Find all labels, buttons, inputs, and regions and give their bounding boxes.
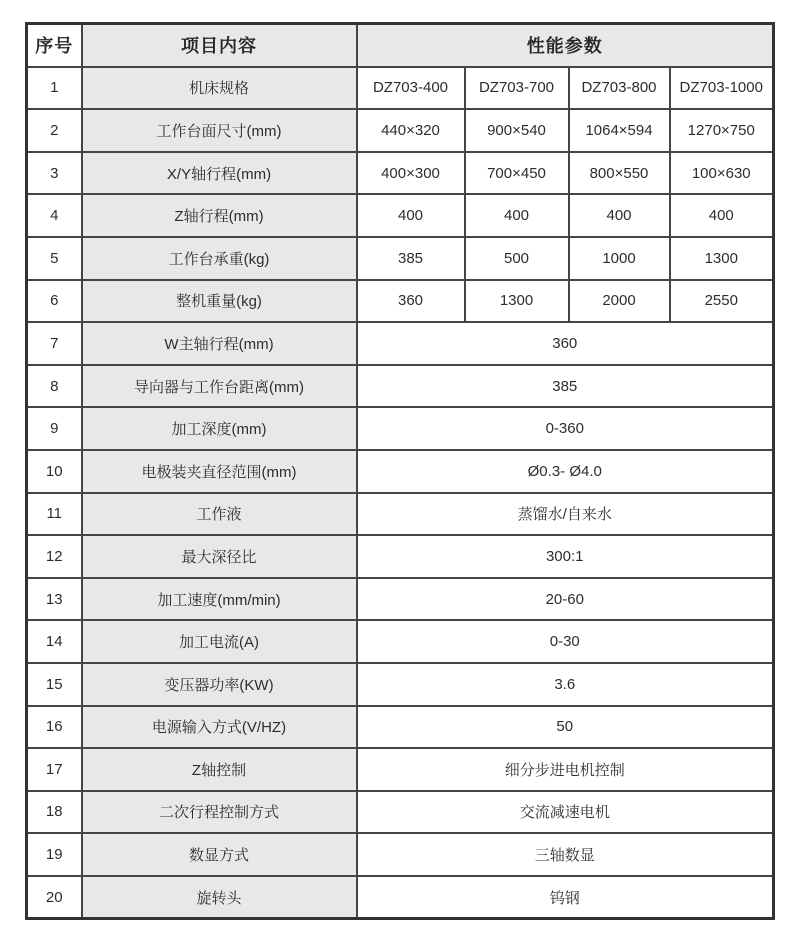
row-value-span: 交流减速电机 <box>357 791 774 834</box>
row-value-span: 3.6 <box>357 663 774 706</box>
row-no: 17 <box>27 748 82 791</box>
table-row <box>27 663 774 706</box>
row-item: Z轴控制 <box>82 748 357 791</box>
row-value: 440×320 <box>357 109 465 152</box>
row-no: 7 <box>27 322 82 365</box>
row-value: 1000 <box>569 237 670 280</box>
table-row <box>27 578 774 621</box>
row-value-span: 0-360 <box>357 407 774 450</box>
row-item: 工作台承重(kg) <box>82 237 357 280</box>
row-value: 385 <box>357 237 465 280</box>
row-item: 加工深度(mm) <box>82 407 357 450</box>
row-no: 4 <box>27 194 82 237</box>
row-value: 400×300 <box>357 152 465 195</box>
header-cell-no: 序号 <box>27 24 82 67</box>
table-row <box>27 280 774 323</box>
table-row <box>27 237 774 280</box>
row-item: X/Y轴行程(mm) <box>82 152 357 195</box>
row-value: 400 <box>357 194 465 237</box>
table-row <box>27 620 774 663</box>
row-value: 2550 <box>670 280 774 323</box>
table-row <box>27 194 774 237</box>
row-value-span: 蒸馏水/自来水 <box>357 493 774 536</box>
row-no: 19 <box>27 833 82 876</box>
row-no: 15 <box>27 663 82 706</box>
row-value: 1300 <box>465 280 569 323</box>
row-item: 最大深径比 <box>82 535 357 578</box>
row-value: 100×630 <box>670 152 774 195</box>
row-no: 20 <box>27 876 82 919</box>
row-no: 3 <box>27 152 82 195</box>
row-no: 9 <box>27 407 82 450</box>
row-item: 电极装夹直径范围(mm) <box>82 450 357 493</box>
row-no: 5 <box>27 237 82 280</box>
row-no: 6 <box>27 280 82 323</box>
row-item: 二次行程控制方式 <box>82 791 357 834</box>
row-value: 1270×750 <box>670 109 774 152</box>
row-item: 加工速度(mm/min) <box>82 578 357 621</box>
row-value-span: 50 <box>357 706 774 749</box>
table-row <box>27 450 774 493</box>
table-row <box>27 833 774 876</box>
row-item: 整机重量(kg) <box>82 280 357 323</box>
row-value-span: 300:1 <box>357 535 774 578</box>
row-value: 400 <box>465 194 569 237</box>
row-item: 机床规格 <box>82 67 357 110</box>
header-cell-item: 项目内容 <box>82 24 357 67</box>
table-row <box>27 365 774 408</box>
row-value-span: 钨钢 <box>357 876 774 919</box>
row-value-span: 20-60 <box>357 578 774 621</box>
header-row <box>27 24 774 67</box>
table-row <box>27 322 774 365</box>
row-item: 旋转头 <box>82 876 357 919</box>
row-value: 400 <box>569 194 670 237</box>
row-item: Z轴行程(mm) <box>82 194 357 237</box>
row-no: 13 <box>27 578 82 621</box>
row-value-span: 细分步进电机控制 <box>357 748 774 791</box>
row-value: 800×550 <box>569 152 670 195</box>
row-no: 16 <box>27 706 82 749</box>
row-value: 2000 <box>569 280 670 323</box>
row-value-span: Ø0.3- Ø4.0 <box>357 450 774 493</box>
row-value: DZ703-1000 <box>670 67 774 110</box>
row-value: 360 <box>357 280 465 323</box>
table-row <box>27 67 774 110</box>
row-value-span: 0-30 <box>357 620 774 663</box>
row-item: 工作液 <box>82 493 357 536</box>
row-value: 700×450 <box>465 152 569 195</box>
row-value: DZ703-800 <box>569 67 670 110</box>
row-item: 导向器与工作台距离(mm) <box>82 365 357 408</box>
row-value-span: 360 <box>357 322 774 365</box>
table-row <box>27 493 774 536</box>
row-value: DZ703-700 <box>465 67 569 110</box>
row-value-span: 385 <box>357 365 774 408</box>
table-row <box>27 109 774 152</box>
table-row <box>27 706 774 749</box>
row-no: 18 <box>27 791 82 834</box>
row-no: 8 <box>27 365 82 408</box>
table-row <box>27 791 774 834</box>
table-row <box>27 535 774 578</box>
header-cell-params: 性能参数 <box>357 24 774 67</box>
table-row <box>27 152 774 195</box>
row-no: 14 <box>27 620 82 663</box>
row-no: 1 <box>27 67 82 110</box>
row-no: 2 <box>27 109 82 152</box>
table-row <box>27 407 774 450</box>
table-row <box>27 876 774 919</box>
row-item: 工作台面尺寸(mm) <box>82 109 357 152</box>
row-value-span: 三轴数显 <box>357 833 774 876</box>
row-value: DZ703-400 <box>357 67 465 110</box>
row-no: 11 <box>27 493 82 536</box>
row-value: 1300 <box>670 237 774 280</box>
spec-table <box>25 22 775 920</box>
row-item: W主轴行程(mm) <box>82 322 357 365</box>
row-value: 500 <box>465 237 569 280</box>
row-item: 电源输入方式(V/HZ) <box>82 706 357 749</box>
row-no: 12 <box>27 535 82 578</box>
row-value: 1064×594 <box>569 109 670 152</box>
row-value: 900×540 <box>465 109 569 152</box>
row-item: 数显方式 <box>82 833 357 876</box>
table-row <box>27 748 774 791</box>
row-item: 变压器功率(KW) <box>82 663 357 706</box>
row-no: 10 <box>27 450 82 493</box>
row-value: 400 <box>670 194 774 237</box>
row-item: 加工电流(A) <box>82 620 357 663</box>
